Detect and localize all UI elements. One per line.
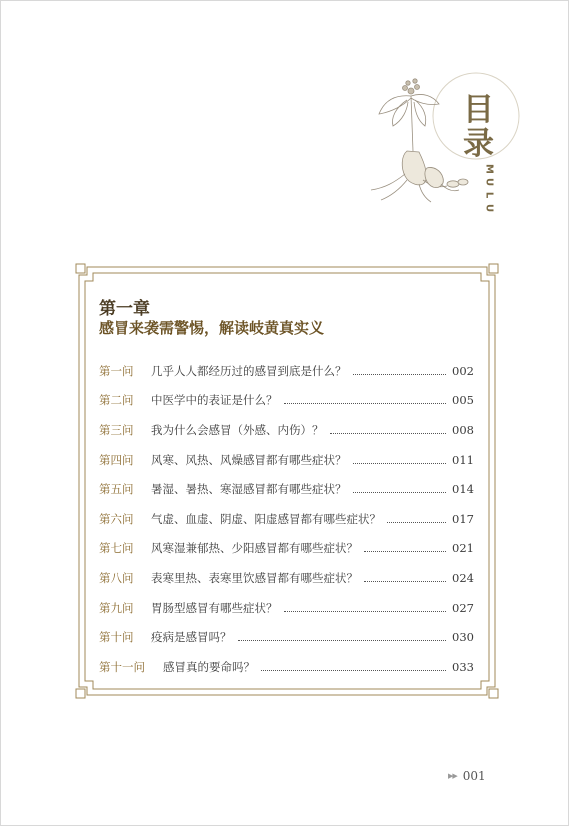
- question-title: 表寒里热、表寒里饮感冒都有哪些症状？: [151, 570, 358, 585]
- pinyin-letter: U: [483, 203, 495, 214]
- toc-entry[interactable]: [99, 593, 474, 623]
- toc-entry[interactable]: [99, 415, 474, 445]
- page-number: 005: [452, 393, 474, 408]
- page-number: 024: [452, 570, 474, 585]
- question-title: 气虚、血虚、阴虚、阳虚感冒都有哪些症状？: [151, 511, 381, 526]
- footer-page-number: 001: [462, 769, 486, 783]
- dot-leader: [364, 580, 446, 582]
- page-number: 027: [452, 600, 474, 615]
- toc-entry[interactable]: [99, 534, 474, 564]
- dot-leader: [353, 491, 447, 493]
- chapter-title: 感冒来袭需警惕，解读岐黄真实义: [99, 319, 325, 337]
- question-title: 几乎人人都经历过的感冒到底是什么？: [151, 363, 347, 378]
- question-title: 感冒真的要命吗？: [163, 659, 255, 674]
- question-number: 第十问: [99, 630, 134, 645]
- dot-leader: [364, 550, 446, 552]
- toc-entry[interactable]: [99, 474, 474, 504]
- page-number: 014: [452, 482, 474, 497]
- question-number: 第五问: [99, 482, 134, 497]
- dot-leader: [284, 610, 447, 612]
- question-number: 第七问: [99, 541, 134, 556]
- toc-entry[interactable]: [99, 622, 474, 652]
- question-title: 暑湿、暑热、寒湿感冒都有哪些症状？: [151, 482, 347, 497]
- question-title: 疫病是感冒吗？: [151, 630, 232, 645]
- dot-leader: [238, 639, 447, 641]
- question-number: 第四问: [99, 452, 134, 467]
- question-title: 中医学中的表证是什么？: [151, 393, 278, 408]
- question-number: 第二问: [99, 393, 134, 408]
- question-number: 第十一问: [99, 659, 145, 674]
- pinyin-letter: L: [483, 191, 495, 200]
- toc-entry[interactable]: [99, 386, 474, 416]
- dot-leader: [330, 432, 447, 434]
- page-number: 008: [452, 422, 474, 437]
- question-title: 我为什么会感冒（外感、内伤）？: [151, 422, 324, 437]
- page-footer: [448, 769, 486, 783]
- toc-entry[interactable]: [99, 445, 474, 475]
- question-number: 第六问: [99, 511, 134, 526]
- toc-entry[interactable]: [99, 652, 474, 682]
- toc-list: [99, 356, 474, 682]
- toc-heading-char: 录: [463, 126, 494, 162]
- chapter-number: 第一章: [99, 299, 150, 319]
- toc-heading: [463, 93, 493, 161]
- question-title: 胃肠型感冒有哪些症状？: [151, 600, 278, 615]
- dot-leader: [353, 462, 447, 464]
- double-arrow-icon: ▶▶: [448, 772, 457, 780]
- pinyin-letter: U: [483, 177, 495, 188]
- page-number: 011: [452, 452, 474, 467]
- question-number: 第九问: [99, 600, 134, 615]
- page-number: 002: [452, 363, 474, 378]
- pinyin-letter: M: [483, 164, 495, 175]
- ginseng-illustration-icon: [361, 56, 526, 206]
- page-number: 030: [452, 630, 474, 645]
- dot-leader: [284, 402, 447, 404]
- toc-entry[interactable]: [99, 356, 474, 386]
- page-number: 033: [452, 659, 474, 674]
- dot-leader: [261, 669, 446, 671]
- question-title: 风寒湿兼郁热、少阳感冒都有哪些症状？: [151, 541, 358, 556]
- page-number: 021: [452, 541, 474, 556]
- toc-heading-char: 目: [463, 92, 494, 128]
- toc-entry[interactable]: [99, 563, 474, 593]
- dot-leader: [387, 521, 446, 523]
- page-number: 017: [452, 511, 474, 526]
- dot-leader: [353, 373, 447, 375]
- question-title: 风寒、风热、风燥感冒都有哪些症状？: [151, 452, 347, 467]
- question-number: 第八问: [99, 570, 134, 585]
- question-number: 第一问: [99, 363, 134, 378]
- question-number: 第三问: [99, 422, 134, 437]
- toc-heading-pinyin: [481, 163, 497, 215]
- toc-entry[interactable]: [99, 504, 474, 534]
